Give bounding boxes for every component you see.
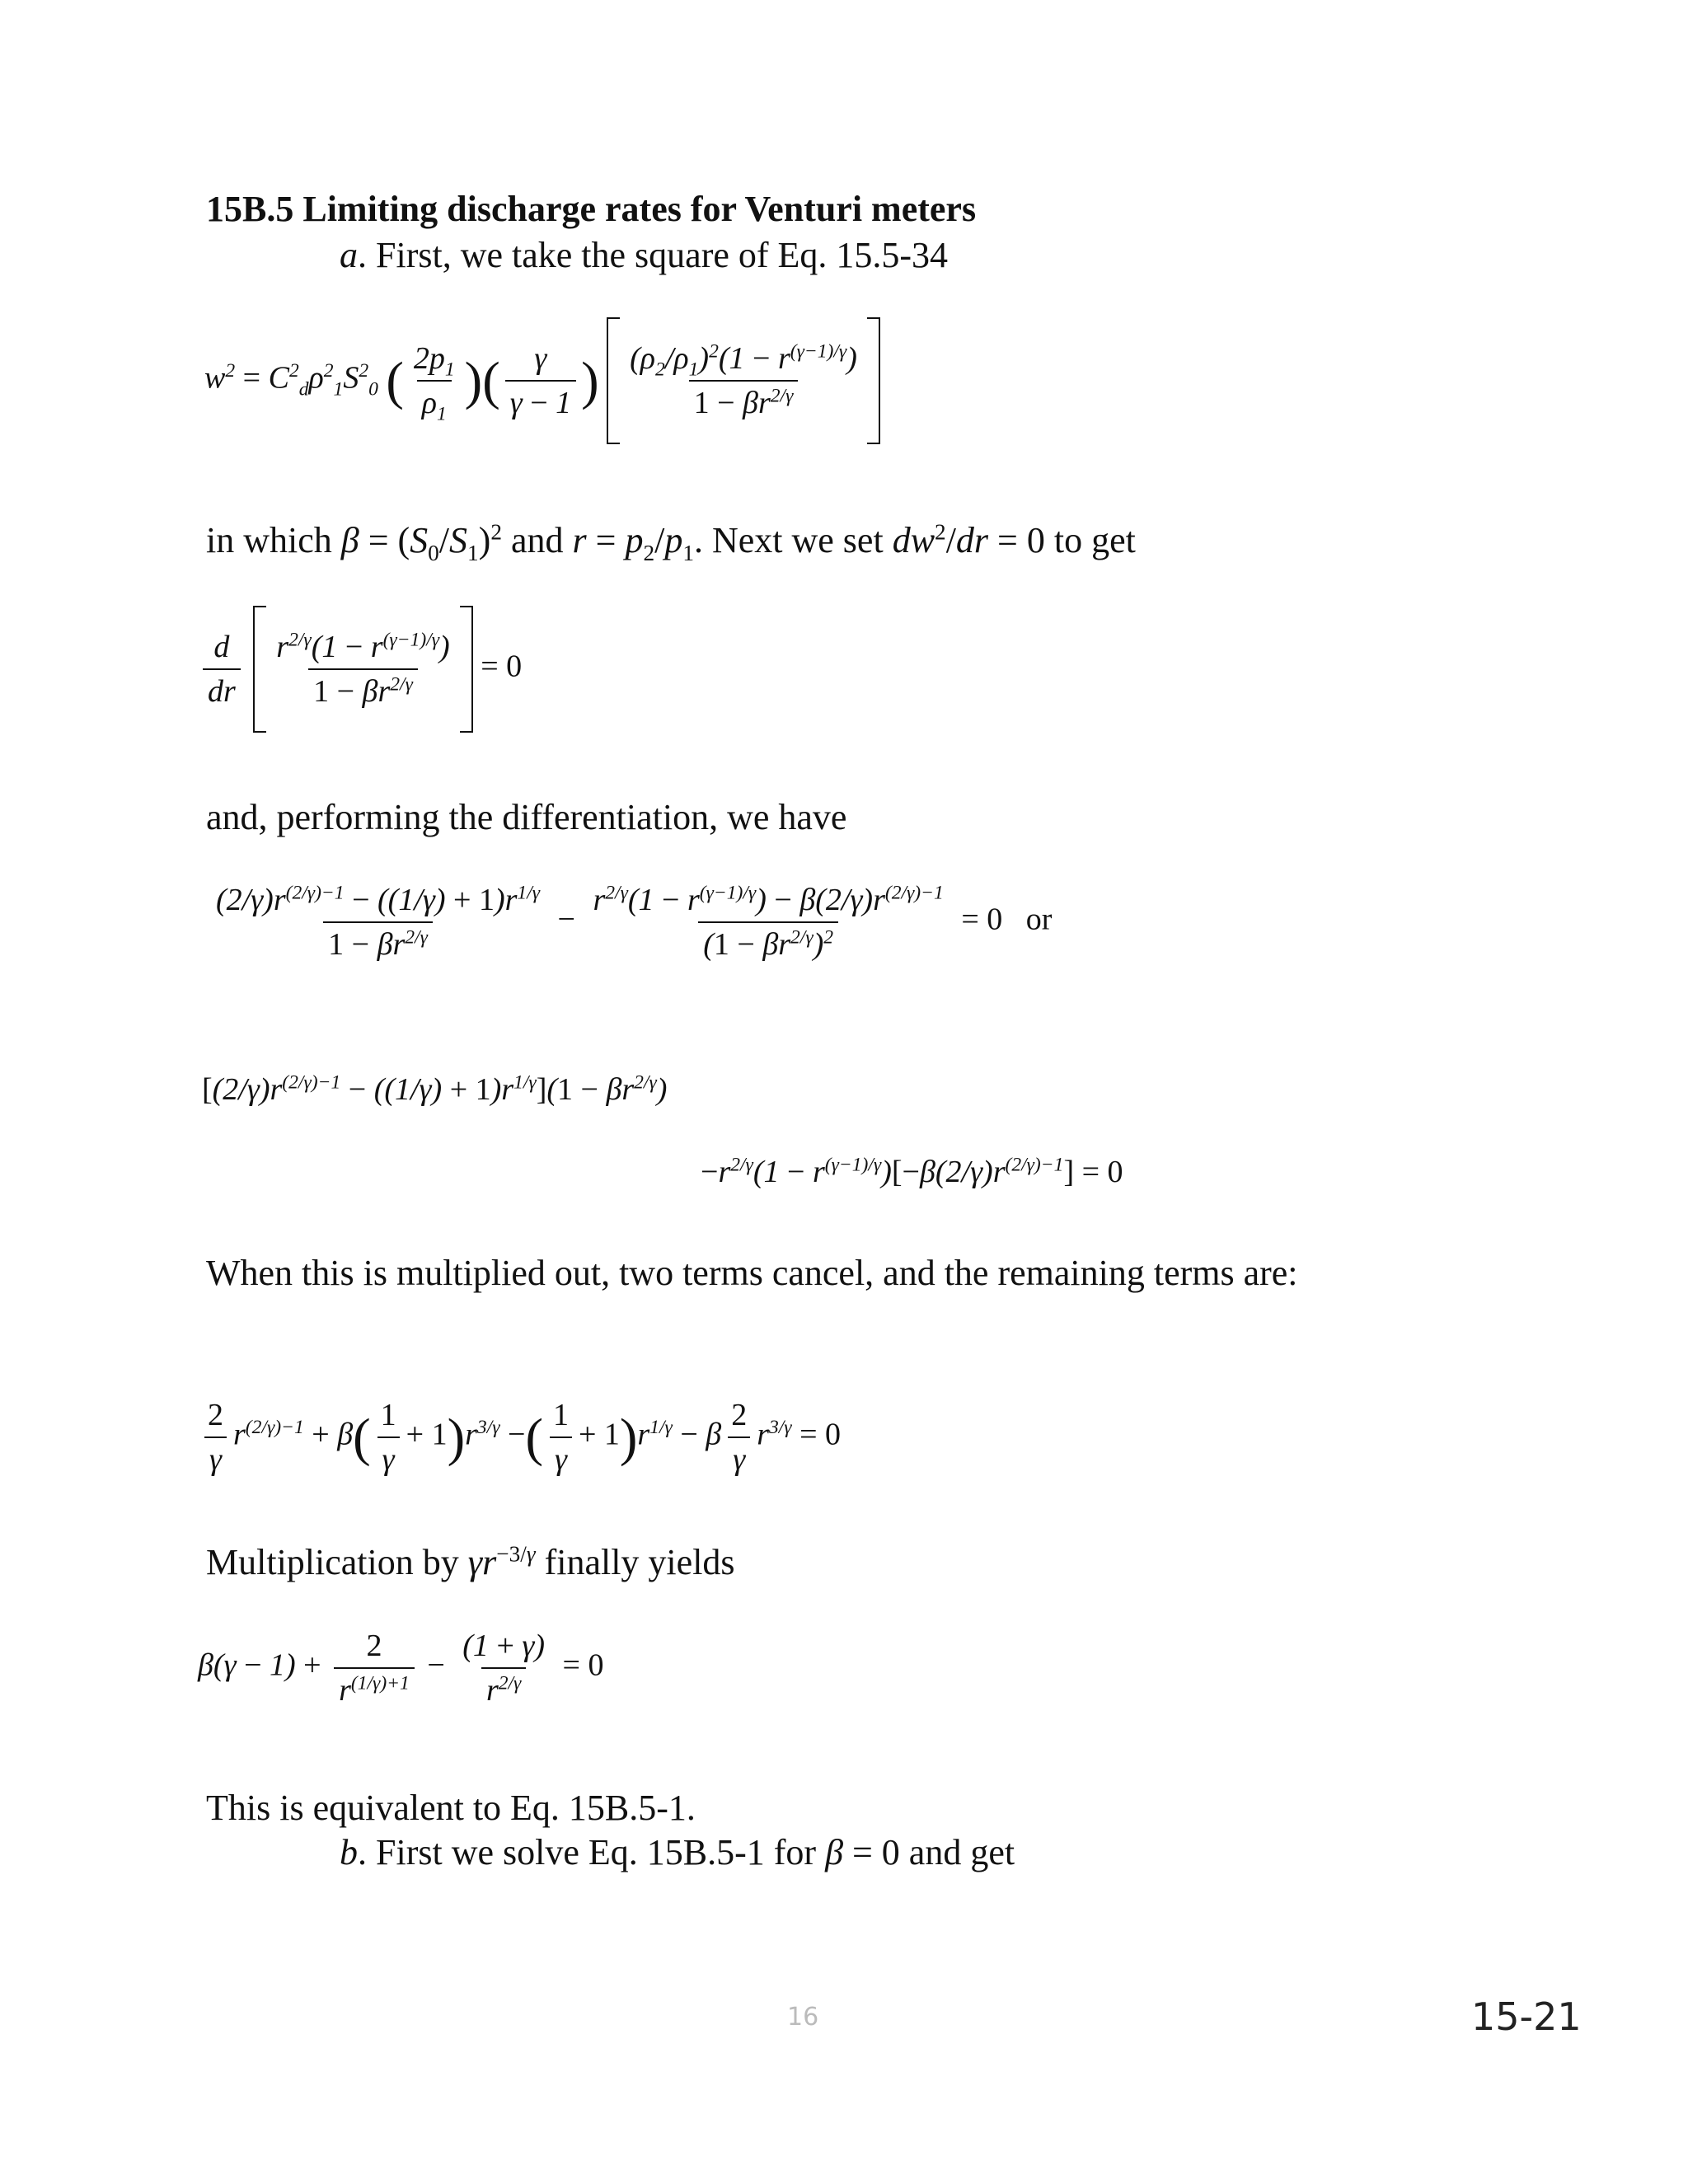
equation-4-line-1: $[(2/\gamma)r^{(2/\gamma)-1} - ((1/\gamma) + 1)r^{1/\gamma}](1 - \beta r^{2/\gamma})$ [202, 1071, 668, 1107]
paragraph-differentiation: and, performing the differentiation, we have [206, 797, 847, 837]
paragraph-equivalent: This is equivalent to Eq. 15B.5-1. [206, 1788, 696, 1828]
paragraph-multiplication: Multiplication by $\gamma r^{-3/\gamma}$ finally yields [206, 1541, 735, 1582]
paragraph-b: b. First we solve Eq. 15B.5-1 for β = 0 and get [340, 1832, 1015, 1872]
faint-page-number: 16 [787, 2003, 819, 2032]
paragraph-multiplied: When this is multiplied out, two terms cancel, and the remaining terms are: [206, 1253, 1298, 1293]
paragraph-a: a. First, we take the square of Eq. 15.5-34 [340, 235, 949, 275]
equation-2: $\frac{d}{dr}$ $\frac{r^{2/\gamma}(1 - r^{(\gamma-1)/\gamma})}{1 - \beta r^{2/\gamma}}$ = 0 [198, 606, 522, 733]
equation-6: β(γ − 1) + $\frac{2}{r^{(1/\gamma)+1}}$ − $\frac{(1 + \gamma)}{r^{2/\gamma}}$ = 0 [198, 1629, 604, 1708]
equation-5: $\frac{2}{\gamma}$ $r^{(2/\gamma)-1} + \beta$( $\frac{1}{\gamma}$ + $1)r^{3/\gamma}$ −( $\frac{1}{\gamma}$ + $1)r^{1/\gamma} - \beta$ $\frac{2}{\gamma}$ $r^{3/\gamma} = 0$ [198, 1397, 841, 1478]
paragraph-in-which: in which $\beta = (S_0/S_1)^2$ and $r = p_2/p_1$. Next we set $dw^2/dr = 0$ to get [206, 519, 1136, 565]
section-heading: 15B.5 Limiting discharge rates for Venturi meters [206, 189, 977, 229]
page-number: 15-21 [1471, 1994, 1582, 2039]
equation-1: $w^2 = C^2_d\rho^2_1S^2_0$ ( $\frac{2p_1}{\rho_1}$ )( $\frac{\gamma}{\gamma - 1}$ ) $\frac{(\rho_2/\rho_1)^2(1 - r^{(\gamma-1)/\gamma})}{1 - \beta r^{2/\gamma}}$ [204, 317, 880, 444]
equation-3: $\frac{(2/\gamma)r^{(2/\gamma)-1} - ((1/\gamma) + 1)r^{1/\gamma}}{1 - \beta r^{2/\gamma}}$ − $\frac{r^{2/\gamma}(1 - r^{(\gamma-1)/\gamma}) - \beta(2/\gamma)r^{(2/\gamma)-1}}{(1 - \beta r^{2/\gamma})^2}$ = 0 or [216, 882, 1053, 962]
equation-4-line-2: $-r^{2/\gamma}(1 - r^{(\gamma-1)/\gamma})[-\beta(2/\gamma)r^{(2/\gamma)-1}] = 0$ [701, 1154, 1123, 1189]
